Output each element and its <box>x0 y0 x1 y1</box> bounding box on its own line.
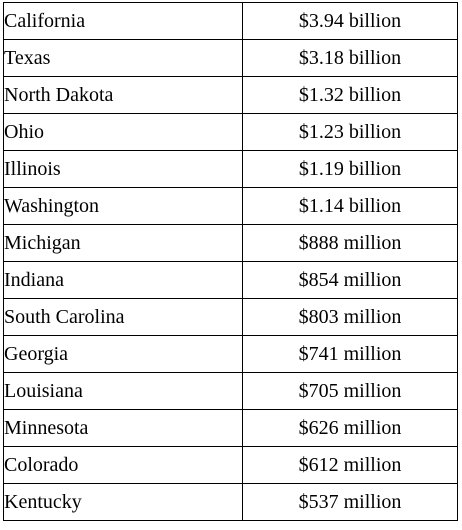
table-row <box>4 447 458 484</box>
state-name-cell: California <box>4 3 243 40</box>
state-name-cell: Kentucky <box>4 484 243 521</box>
table-body <box>4 3 458 521</box>
state-name-cell: Michigan <box>4 225 243 262</box>
state-name-cell: Washington <box>4 188 243 225</box>
state-name-cell: Colorado <box>4 447 243 484</box>
table-row <box>4 188 458 225</box>
table-row <box>4 40 458 77</box>
table-row <box>4 410 458 447</box>
table-row <box>4 336 458 373</box>
state-name-cell: Louisiana <box>4 373 243 410</box>
table-row <box>4 151 458 188</box>
state-name-cell: Texas <box>4 40 243 77</box>
table-row <box>4 484 458 521</box>
state-name-cell: South Carolina <box>4 299 243 336</box>
amount-cell: $1.32 billion <box>243 77 458 114</box>
amount-cell: $854 million <box>243 262 458 299</box>
amount-cell: $537 million <box>243 484 458 521</box>
table-row <box>4 114 458 151</box>
amount-cell: $1.14 billion <box>243 188 458 225</box>
table-row <box>4 3 458 40</box>
state-name-cell: North Dakota <box>4 77 243 114</box>
amount-cell: $612 million <box>243 447 458 484</box>
amount-cell: $803 million <box>243 299 458 336</box>
table-row <box>4 225 458 262</box>
table-row <box>4 299 458 336</box>
amount-cell: $705 million <box>243 373 458 410</box>
amount-cell: $888 million <box>243 225 458 262</box>
table-row <box>4 373 458 410</box>
amount-cell: $626 million <box>243 410 458 447</box>
state-values-table <box>3 2 458 521</box>
state-name-cell: Georgia <box>4 336 243 373</box>
amount-cell: $1.19 billion <box>243 151 458 188</box>
amount-cell: $741 million <box>243 336 458 373</box>
amount-cell: $1.23 billion <box>243 114 458 151</box>
state-name-cell: Indiana <box>4 262 243 299</box>
table-row <box>4 77 458 114</box>
state-name-cell: Illinois <box>4 151 243 188</box>
amount-cell: $3.18 billion <box>243 40 458 77</box>
amount-cell: $3.94 billion <box>243 3 458 40</box>
state-name-cell: Ohio <box>4 114 243 151</box>
table-row <box>4 262 458 299</box>
state-name-cell: Minnesota <box>4 410 243 447</box>
